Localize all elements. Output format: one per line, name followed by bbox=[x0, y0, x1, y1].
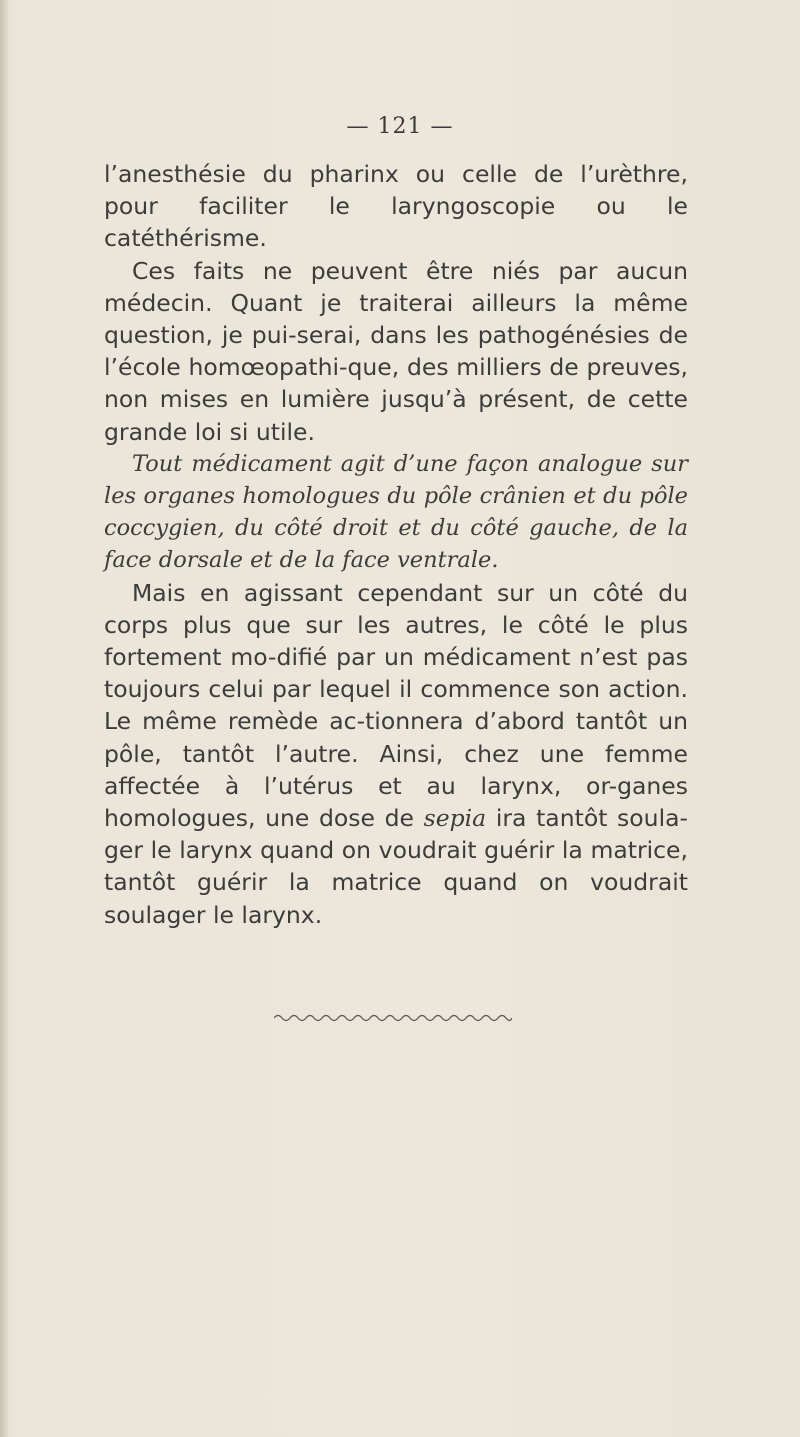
sepia-text-before: Mais en agissant cependant sur un côté du corps plus que sur les autres, le côté le plus fortement mo-difié par un médicament n’est pas toujours celui par lequel il commence son action. Le même remède ac-tionnera d’abord tantôt un pôle, tantôt l’autre. Ainsi, chez une femme affectée à l’utérus et au larynx, or-ganes homologues, une dose de bbox=[104, 578, 688, 833]
page-number: — 121 — bbox=[346, 114, 454, 139]
paragraph-continuation: l’anesthésie du pharinx ou celle de l’urèthre, pour faciliter le laryngoscopie ou le catéthérisme. bbox=[104, 160, 688, 253]
paragraph-sepia-example bbox=[104, 577, 688, 931]
paragraph-law-statement: Tout médicament agit d’une façon analogue sur les organes homologues du pôle crânien et du pôle coccygien, du côté droit et du côté gauche, de la face dorsale et de la face ventrale. bbox=[104, 450, 688, 574]
body-text bbox=[104, 158, 688, 931]
decorative-wave-rule-icon bbox=[274, 1012, 512, 1024]
sepia-text-after: ira tantôt soula-ger le larynx quand on voudrait guérir la matrice, tantôt guérir la matrice quand on voudrait soulager le larynx. bbox=[104, 804, 688, 929]
sepia-term: sepia bbox=[423, 804, 487, 833]
page-spine-shadow bbox=[0, 0, 8, 1437]
paragraph-facts: Ces faits ne peuvent être niés par aucun médecin. Quant je traiterai ailleurs la même question, je pui-serai, dans les pathogénésies de l’école homœopathi-que, des milliers de preuves, non mises en lumière jusqu’à présent, de cette grande loi si utile. bbox=[104, 256, 688, 446]
